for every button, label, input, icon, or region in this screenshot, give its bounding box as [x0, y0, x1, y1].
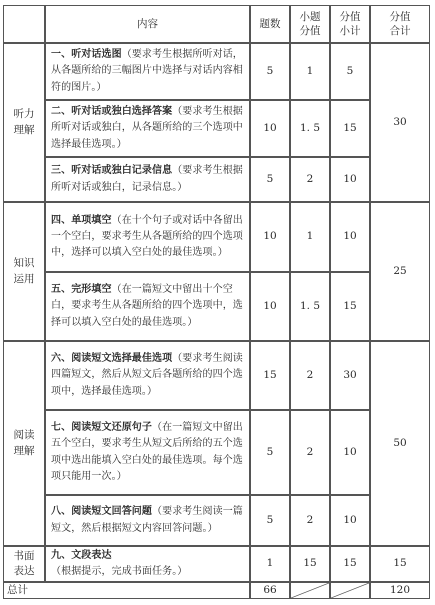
- section-total-writing: 15: [370, 546, 430, 582]
- row-count-5: 10: [250, 272, 290, 341]
- section-total-knowledge: 25: [370, 202, 430, 341]
- row-count-9: 1: [250, 546, 290, 582]
- row-subtotal-6: 30: [330, 341, 370, 410]
- row-content-6: 六、阅读短文选择最佳选项（要求考生阅读四篇短文，然后从短文后各题所给的四个选项中，选择最佳选项。）: [45, 341, 250, 410]
- row-count-4: 10: [250, 202, 290, 272]
- header-score-subtotal: 分值小计: [330, 5, 370, 43]
- total-sub-score-empty: [290, 582, 330, 599]
- exam-score-table: [4, 6, 431, 599]
- header-sub-score: 小题分值: [290, 5, 330, 43]
- section-label-listening: 听力理解: [3, 43, 45, 202]
- row-subtotal-3: 10: [330, 157, 370, 202]
- row-content-8: 八、阅读短文回答问题（要求考生阅读一篇短文，然后根据短文内容回答问题。）: [45, 495, 250, 546]
- row-content-4: 四、单项填空（在十个句子或对话中各留出一个空白，要求考生从各题所给的四个选项中，选择可以填入空白处的最佳选项。）: [45, 202, 250, 272]
- row-content-7: 七、阅读短文还原句子（在一篇短文中留出五个空白，要求考生从短文后所给的五个选项中选出能填入空白处的最佳选项。每个选项只能用一次。）: [45, 410, 250, 495]
- diagonal-slash: [331, 583, 369, 598]
- row-content-3: 三、听对话或独白记录信息（要求考生根据所听对话或独白，记录信息。）: [45, 157, 250, 202]
- header-section-cell: [3, 5, 45, 43]
- row-subtotal-2: 15: [330, 100, 370, 157]
- header-count: 题数: [250, 5, 290, 43]
- total-subtotal-empty: [330, 582, 370, 599]
- row-sub-score-4: 1: [290, 202, 330, 272]
- row-count-2: 10: [250, 100, 290, 157]
- row-sub-score-8: 2: [290, 495, 330, 546]
- header-content: 内容: [45, 5, 250, 43]
- row-subtotal-5: 15: [330, 272, 370, 341]
- row-sub-score-2: 1. 5: [290, 100, 330, 157]
- total-label: 总计: [3, 582, 250, 599]
- section-label-reading: 阅读理解: [3, 341, 45, 546]
- row-subtotal-1: 5: [330, 43, 370, 100]
- row-sub-score-3: 2: [290, 157, 330, 202]
- row-count-3: 5: [250, 157, 290, 202]
- row-content-2: 二、听对话或独白选择答案（要求考生根据所听对话或独白，从各题所给的三个选项中选择最佳选项。）: [45, 100, 250, 157]
- row-content-5: 五、完形填空（在一篇短文中留出十个空白，要求考生从各题所给的四个选项中，选择可以填入空白处的最佳选项。）: [45, 272, 250, 341]
- row-count-6: 15: [250, 341, 290, 410]
- row-subtotal-4: 10: [330, 202, 370, 272]
- row-content-9: 九、文段表达（根据提示，完成书面任务。）: [45, 546, 250, 582]
- row-sub-score-7: 2: [290, 410, 330, 495]
- row-subtotal-9: 15: [330, 546, 370, 582]
- row-content-1: 一、听对话选图（要求考生根据所听对话，从各题所给的三幅图片中选择与对话内容相符的图片。）: [45, 43, 250, 100]
- row-sub-score-9: 15: [290, 546, 330, 582]
- section-total-listening: 30: [370, 43, 430, 202]
- section-label-knowledge: 知识运用: [3, 202, 45, 341]
- grand-total: 120: [370, 582, 430, 599]
- row-sub-score-6: 2: [290, 341, 330, 410]
- row-count-1: 5: [250, 43, 290, 100]
- row-count-7: 5: [250, 410, 290, 495]
- row-sub-score-5: 1. 5: [290, 272, 330, 341]
- header-score-total: 分值合计: [370, 5, 430, 43]
- row-subtotal-7: 10: [330, 410, 370, 495]
- row-count-8: 5: [250, 495, 290, 546]
- section-label-writing: 书面表达: [3, 546, 45, 582]
- diagonal-slash: [291, 583, 329, 598]
- row-sub-score-1: 1: [290, 43, 330, 100]
- row-subtotal-8: 10: [330, 495, 370, 546]
- total-count: 66: [250, 582, 290, 599]
- section-total-reading: 50: [370, 341, 430, 546]
